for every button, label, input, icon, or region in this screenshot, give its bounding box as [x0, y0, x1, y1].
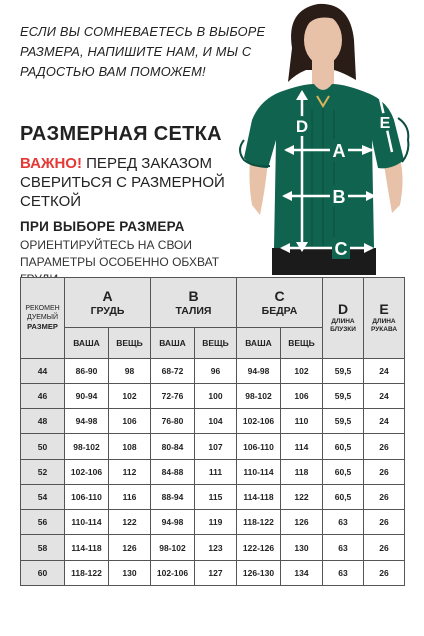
subheader-item-b: ВЕЩЬ [195, 328, 237, 358]
table-cell: 102-106 [151, 560, 195, 585]
table-cell: 126 [281, 510, 323, 535]
table-cell: 24 [364, 409, 405, 434]
tip-line-1: ОРИЕНТИРУЙТЕСЬ НА СВОИ [20, 238, 193, 252]
table-row [21, 434, 405, 459]
table-cell: 114 [281, 434, 323, 459]
table-cell: 102-106 [65, 459, 109, 484]
table-cell: 127 [195, 560, 237, 585]
size-cell: 54 [21, 484, 65, 509]
page-title: РАЗМЕРНАЯ СЕТКА [20, 123, 222, 145]
table-cell: 26 [364, 459, 405, 484]
table-row [21, 510, 405, 535]
table-cell: 60,5 [323, 434, 364, 459]
table-cell: 102 [281, 358, 323, 383]
subheader-yours-c: ВАША [237, 328, 281, 358]
table-cell: 104 [195, 409, 237, 434]
table-cell: 80-84 [151, 434, 195, 459]
table-row [21, 484, 405, 509]
table-cell: 90-94 [65, 384, 109, 409]
header-sleeve-length: E ДЛИНА РУКАВА [364, 278, 405, 359]
table-cell: 122 [109, 510, 151, 535]
table-cell: 63 [323, 535, 364, 560]
model-illustration [222, 0, 424, 275]
intro-line-2: РАЗМЕРА, НАПИШИТЕ НАМ, И МЫ С [20, 44, 252, 59]
table-cell: 24 [364, 384, 405, 409]
table-cell: 118-122 [237, 510, 281, 535]
table-row [21, 384, 405, 409]
table-row [21, 409, 405, 434]
subheader-item-c: ВЕЩЬ [281, 328, 323, 358]
header-recommended-size: РЕКОМЕН ДУЕМЫЙ РАЗМЕР [21, 278, 65, 359]
table-cell: 110-114 [237, 459, 281, 484]
table-cell: 122-126 [237, 535, 281, 560]
table-row [21, 535, 405, 560]
table-cell: 119 [195, 510, 237, 535]
table-cell: 114-118 [237, 484, 281, 509]
table-cell: 94-98 [65, 409, 109, 434]
table-cell: 94-98 [151, 510, 195, 535]
table-cell: 98 [109, 358, 151, 383]
table-cell: 26 [364, 510, 405, 535]
label-d: D [295, 117, 309, 136]
table-cell: 98-102 [151, 535, 195, 560]
table-cell: 72-76 [151, 384, 195, 409]
intro-line-1: ЕСЛИ ВЫ СОМНЕВАЕТЕСЬ В ВЫБОРЕ [20, 24, 266, 39]
table-cell: 118 [281, 459, 323, 484]
table-cell: 96 [195, 358, 237, 383]
table-cell: 111 [195, 459, 237, 484]
label-e: E [379, 115, 391, 132]
tip-title: ПРИ ВЫБОРЕ РАЗМЕРА [20, 219, 185, 234]
table-cell: 100 [195, 384, 237, 409]
size-cell: 56 [21, 510, 65, 535]
intro-line-3: РАДОСТЬЮ ВАМ ПОМОЖЕМ! [20, 64, 206, 79]
table-cell: 106-110 [65, 484, 109, 509]
table-cell: 59,5 [323, 384, 364, 409]
size-cell: 48 [21, 409, 65, 434]
table-cell: 26 [364, 535, 405, 560]
table-row [21, 560, 405, 585]
table-cell: 130 [281, 535, 323, 560]
table-cell: 26 [364, 434, 405, 459]
table-cell: 63 [323, 510, 364, 535]
table-header-row [21, 278, 405, 328]
size-table [20, 277, 405, 586]
table-cell: 134 [281, 560, 323, 585]
table-cell: 126-130 [237, 560, 281, 585]
table-cell: 60,5 [323, 459, 364, 484]
table-cell: 26 [364, 560, 405, 585]
table-cell: 123 [195, 535, 237, 560]
table-cell: 110-114 [65, 510, 109, 535]
table-row [21, 358, 405, 383]
table-cell: 24 [364, 358, 405, 383]
table-cell: 98-102 [65, 434, 109, 459]
table-cell: 106 [281, 384, 323, 409]
label-a: A [332, 141, 346, 161]
table-cell: 63 [323, 560, 364, 585]
size-cell: 58 [21, 535, 65, 560]
table-cell: 118-122 [65, 560, 109, 585]
subheader-yours-b: ВАША [151, 328, 195, 358]
table-cell: 84-88 [151, 459, 195, 484]
table-cell: 115 [195, 484, 237, 509]
size-cell: 52 [21, 459, 65, 484]
warning-line-2: СВЕРИТЬСЯ С РАЗМЕРНОЙ [20, 174, 225, 191]
label-b: B [332, 187, 346, 207]
subheader-item-a: ВЕЩЬ [109, 328, 151, 358]
table-cell: 102 [109, 384, 151, 409]
size-cell: 44 [21, 358, 65, 383]
tip-line-2: ПАРАМЕТРЫ ОСОБЕННО ОБХВАТ [20, 255, 220, 269]
table-cell: 126 [109, 535, 151, 560]
table-cell: 86-90 [65, 358, 109, 383]
table-cell: 76-80 [151, 409, 195, 434]
table-cell: 108 [109, 434, 151, 459]
label-c: C [334, 239, 348, 259]
table-cell: 102-106 [237, 409, 281, 434]
table-cell: 59,5 [323, 358, 364, 383]
table-cell: 106 [109, 409, 151, 434]
table-row [21, 459, 405, 484]
table-cell: 94-98 [237, 358, 281, 383]
subheader-yours-a: ВАША [65, 328, 109, 358]
table-cell: 26 [364, 484, 405, 509]
table-cell: 106-110 [237, 434, 281, 459]
header-waist: B ТАЛИЯ [151, 278, 237, 328]
table-cell: 122 [281, 484, 323, 509]
header-chest: A ГРУДЬ [65, 278, 151, 328]
table-cell: 60,5 [323, 484, 364, 509]
table-cell: 112 [109, 459, 151, 484]
table-cell: 114-118 [65, 535, 109, 560]
size-cell: 60 [21, 560, 65, 585]
warning-label: ВАЖНО! [20, 155, 82, 172]
table-cell: 68-72 [151, 358, 195, 383]
size-cell: 50 [21, 434, 65, 459]
size-cell: 46 [21, 384, 65, 409]
warning-line-3: СЕТКОЙ [20, 193, 82, 210]
warning-line-1: ПЕРЕД ЗАКАЗОМ [81, 155, 212, 172]
table-cell: 130 [109, 560, 151, 585]
table-cell: 88-94 [151, 484, 195, 509]
header-hips: C БЕДРА [237, 278, 323, 328]
header-blouse-length: D ДЛИНА БЛУЗКИ [323, 278, 364, 359]
table-cell: 59,5 [323, 409, 364, 434]
table-cell: 98-102 [237, 384, 281, 409]
table-cell: 110 [281, 409, 323, 434]
table-cell: 107 [195, 434, 237, 459]
table-cell: 116 [109, 484, 151, 509]
